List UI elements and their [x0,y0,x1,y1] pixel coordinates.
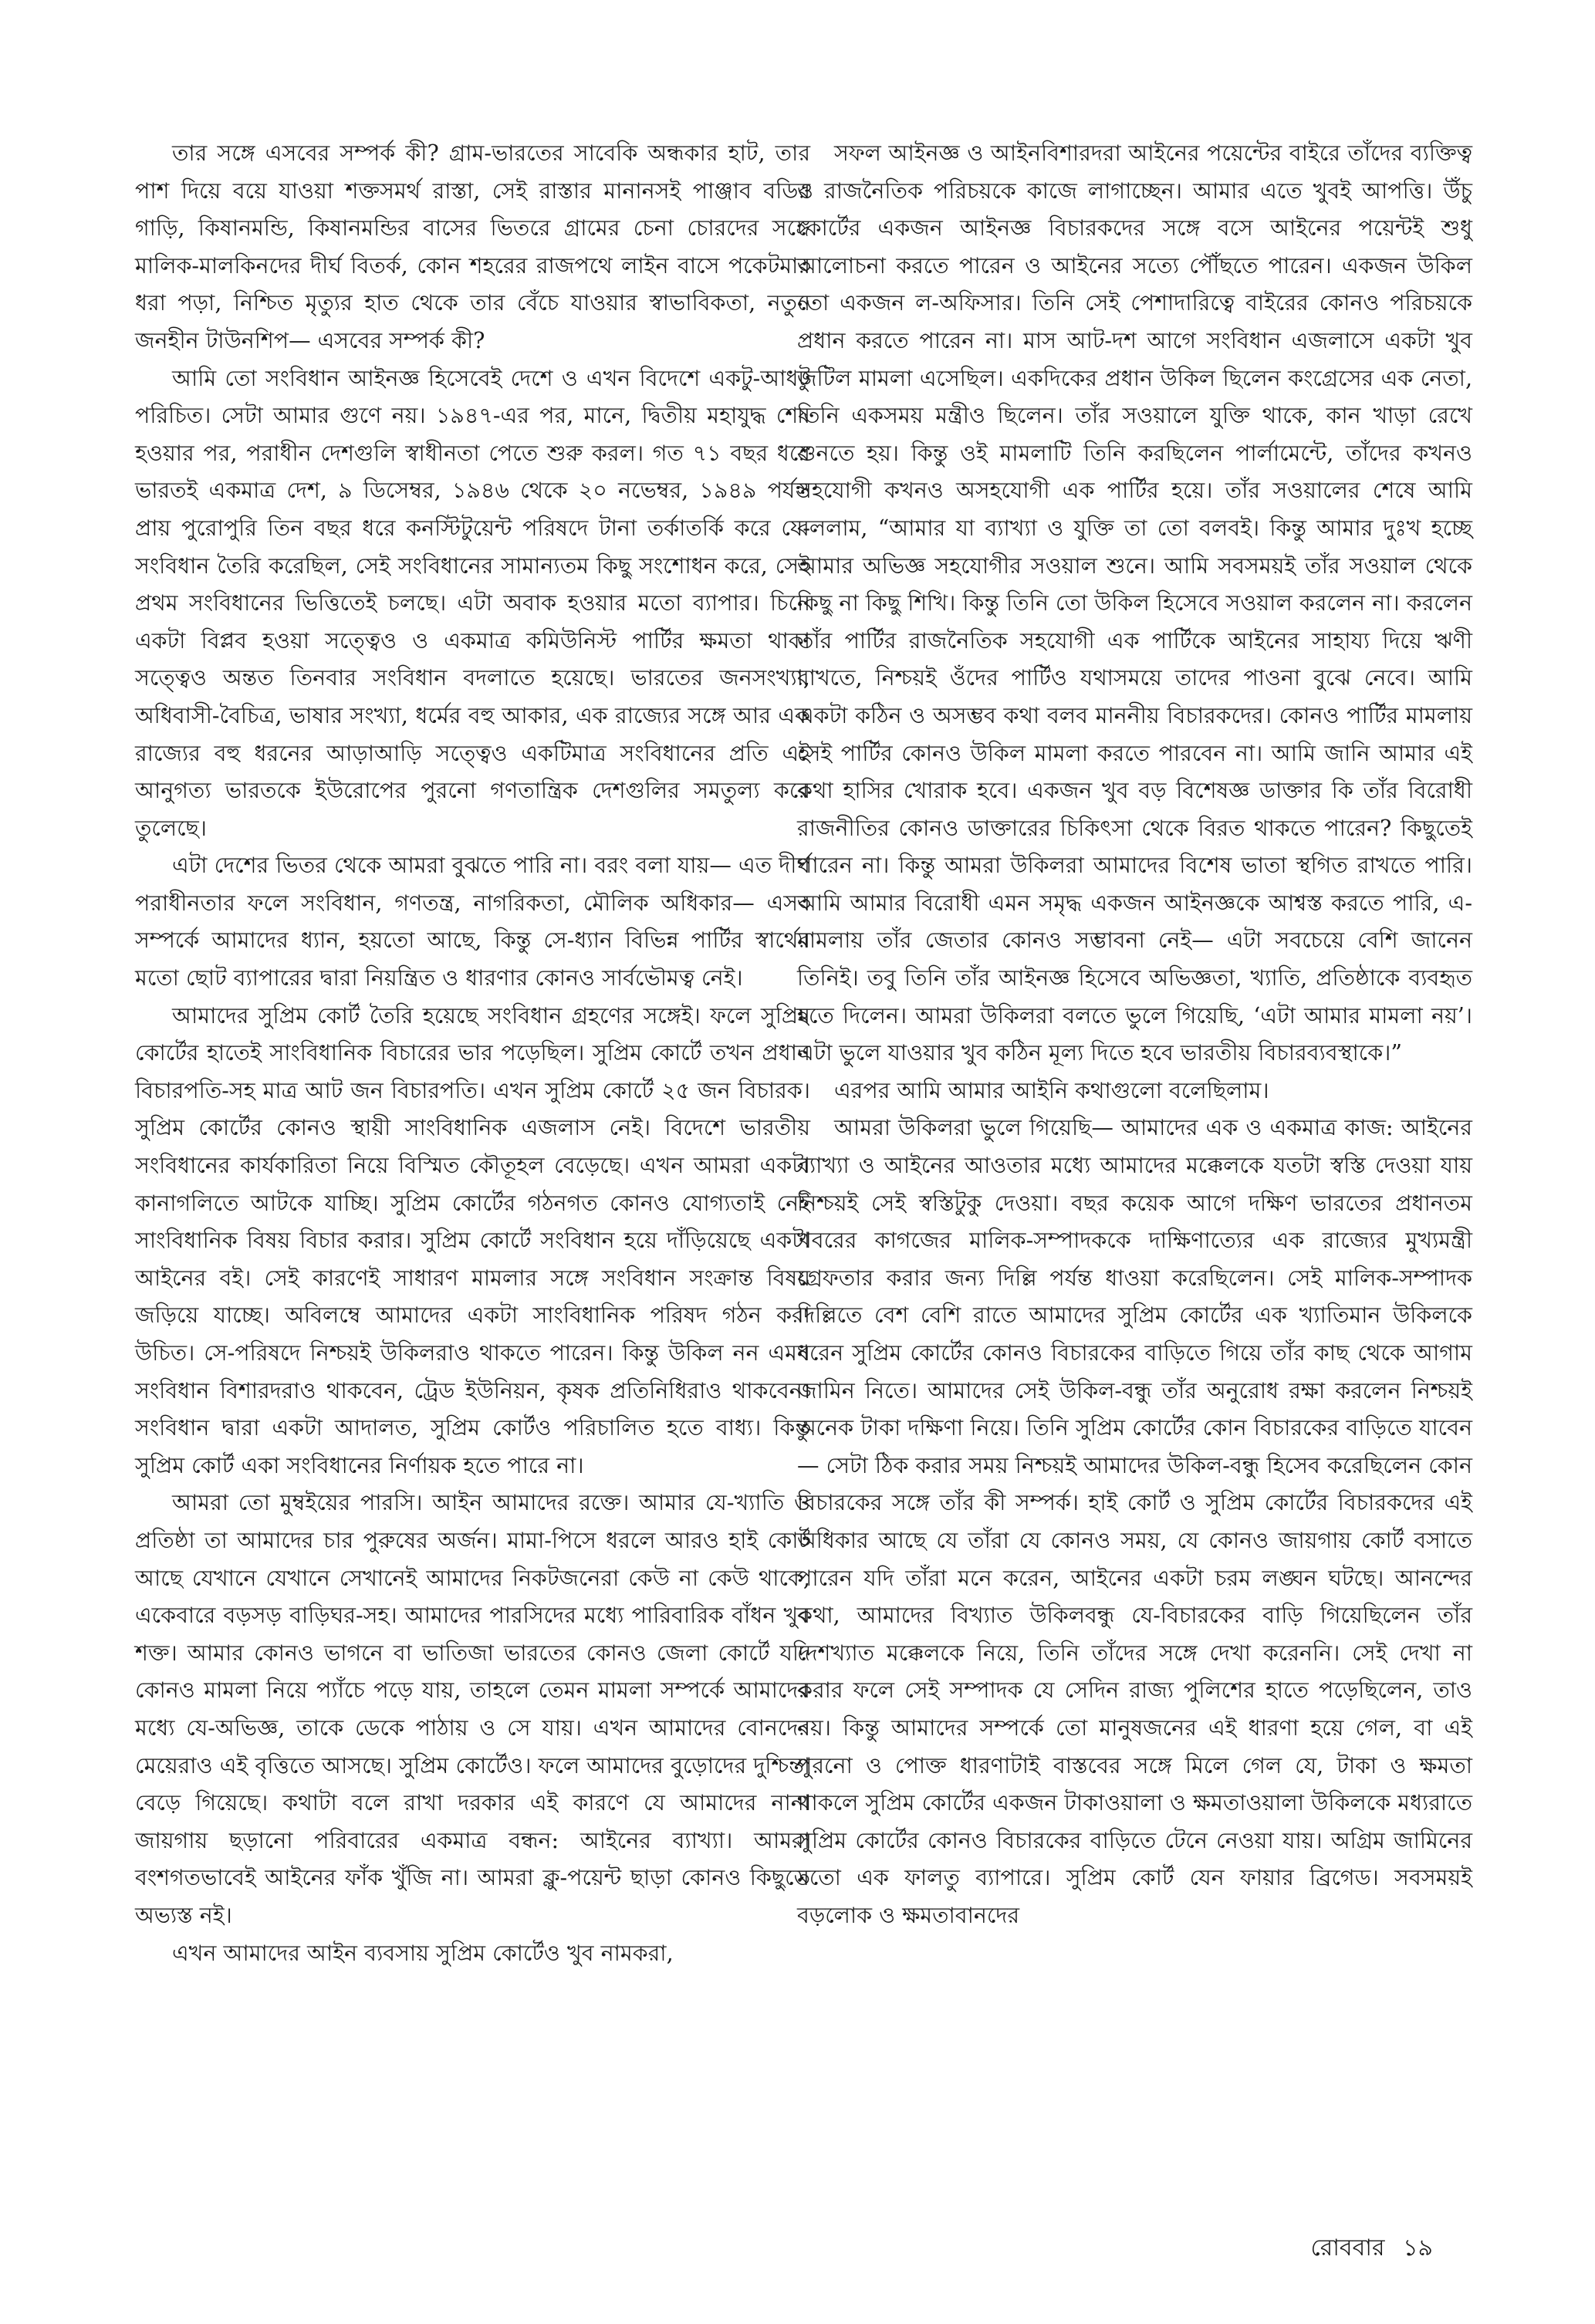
article-column-left [135,135,810,1972]
paragraph: আমাদের সুপ্রিম কোর্ট তৈরি হয়েছে সংবিধান গ্রহণের সঙ্গেই। ফলে সুপ্রিম কোর্টের হাতেই সাংবিধানিক বিচারের ভার পড়েছিল। সুপ্রিম কোর্টে তখন প্রধান বিচারপতি-সহ মাত্র আট জন বিচারপতি। এখন সুপ্রিম কোর্টে ২৫ জন বিচারক। সুপ্রিম কোর্টের কোনও স্থায়ী সাংবিধানিক এজলাস নেই। বিদেশে ভারতীয় সংবিধানের কার্যকারিতা নিয়ে বিস্মিত কৌতূহল বেড়েছে। এখন আমরা একটা কানাগলিতে আটকে যাচ্ছি। সুপ্রিম কোর্টের গঠনগত কোনও যোগ্যতাই নেই সাংবিধানিক বিষয় বিচার করার। সুপ্রিম কোর্টে সংবিধান হয়ে দাঁড়িয়েছে একটা আইনের বই। সেই কারণেই সাধারণ মামলার সঙ্গে সংবিধান সংক্রান্ত বিষয় জড়িয়ে যাচ্ছে। অবিলম্বে আমাদের একটা সাংবিধানিক পরিষদ গঠন করা উচিত। সে-পরিষদে নিশ্চয়ই উকিলরাও থাকতে পারেন। কিন্তু উকিল নন এমন সংবিধান বিশারদরাও থাকবেন, ট্রেড ইউনিয়ন, কৃষক প্রতিনিধিরাও থাকবেন। সংবিধান দ্বারা একটা আদালত, সুপ্রিম কোর্টও পরিচালিত হতে বাধ্য। কিন্তু সুপ্রিম কোর্ট একা সংবিধানের নির্ণায়ক হতে পারে না। [135,1002,810,1478]
magazine-name: রোববার [1310,2234,1385,2262]
paragraph: আমরা উকিলরা ভুলে গিয়েছি— আমাদের এক ও একমাত্র কাজ: আইনের ব্যাখ্যা ও আইনের আওতার মধ্যে আমাদের মক্কেলকে যতটা স্বস্তি দেওয়া যায় নিশ্চয়ই সেই স্বস্তিটুকু দেওয়া। বছর কয়েক আগে দক্ষিণ ভারতের প্রধানতম খবরের কাগজের মালিক-সম্পাদককে দাক্ষিণাত্যের এক রাজ্যের মুখ্যমন্ত্রী গ্রেফতার করার জন্য দিল্লি পর্যন্ত ধাওয়া করেছিলেন। সেই মালিক-সম্পাদক দিল্লিতে বেশ বেশি রাতে আমাদের সুপ্রিম কোর্টের এক খ্যাতিমান উকিলকে ধরেন সুপ্রিম কোর্টের কোনও বিচারকের বাড়িতে গিয়ে তাঁর কাছ থেকে আগাম জামিন নিতে। আমাদের সেই উকিল-বন্ধু তাঁর অনুরোধ রক্ষা করলেন নিশ্চয়ই অনেক টাকা দক্ষিণা নিয়ে। তিনি সুপ্রিম কোর্টের কোন বিচারকের বাড়িতে যাবেন— সেটা ঠিক করার সময় নিশ্চয়ই আমাদের উকিল-বন্ধু হিসেব করেছিলেন কোন বিচারকের সঙ্গে তাঁর কী সম্পর্ক। হাই কোর্ট ও সুপ্রিম কোর্টের বিচারকদের এই অধিকার আছে যে তাঁরা যে কোনও সময়, যে কোনও জায়গায় কোর্ট বসাতে পারেন যদি তাঁরা মনে করেন, আইনের একটা চরম লঙ্ঘন ঘটছে। আনন্দের কথা, আমাদের বিখ্যাত উকিলবন্ধু যে-বিচারকের বাড়ি গিয়েছিলেন তাঁর দেশখ্যাত মক্কেলকে নিয়ে, তিনি তাঁদের সঙ্গে দেখা করেননি। সেই দেখা না করার ফলে সেই সম্পাদক যে সেদিন রাজ্য পুলিশের হাতে পড়েছিলেন, তাও নয়। কিন্তু আমাদের সম্পর্কে তো মানুষজনের এই ধারণা হয়ে গেল, বা এই পুরনো ও পোক্ত ধারণাটাই বাস্তবের সঙ্গে মিলে গেল যে, টাকা ও ক্ষমতা থাকলে সুপ্রিম কোর্টের একজন টাকাওয়ালা ও ক্ষমতাওয়ালা উকিলকে মধ্যরাতে সুপ্রিম কোর্টের কোনও বিচারকের বাড়িতে টেনে নেওয়া যায়। অগ্রিম জামিনের মতো এক ফালতু ব্যাপারে। সুপ্রিম কোর্ট যেন ফায়ার ব্রিগেড। সবসময়ই বড়লোক ও ক্ষমতাবানদের [797,1115,1472,1928]
page-footer [1311,2233,1433,2264]
paragraph: আমরা তো মুম্বইয়ের পারসি। আইন আমাদের রক্তে। আমার যে-খ্যাতি ও প্রতিষ্ঠা তা আমাদের চার পুরুষের অর্জন। মামা-পিসে ধরলে আরও হাই কোর্ট আছে যেখানে যেখানে সেখানেই আমাদের নিকটজনেরা কেউ না কেউ থাকে, একেবারে বড়সড় বাড়িঘর-সহ। আমাদের পারসিদের মধ্যে পারিবারিক বাঁধন খুব শক্ত। আমার কোনও ভাগনে বা ভাতিজা ভারতের কোনও জেলা কোর্টে যদি কোনও মামলা নিয়ে প্যাঁচে পড়ে যায়, তাহলে তেমন মামলা সম্পর্কে আমাদের মধ্যে যে-অভিজ্ঞ, তাকে ডেকে পাঠায় ও সে যায়। এখন আমাদের বোনদের মেয়েরাও এই বৃত্তিতে আসছে। সুপ্রিম কোর্টেও। ফলে আমাদের বুড়োদের দুশ্চিন্তা বেড়ে গিয়েছে। কথাটা বলে রাখা দরকার এই কারণে যে আমাদের নানা জায়গায় ছড়ানো পরিবারের একমাত্র বন্ধন: আইনের ব্যাখ্যা। আমরা বংশগতভাবেই আইনের ফাঁক খুঁজি না। আমরা ক্লু-পয়েন্ট ছাড়া কোনও কিছুতে অভ্যস্ত নই। [135,1490,810,1928]
paragraph: তার সঙ্গে এসবের সম্পর্ক কী? গ্রাম-ভারতের সাবেকি অন্ধকার হাট, তার পাশ দিয়ে বয়ে যাওয়া শক্তসমর্থ রাস্তা, সেই রাস্তার মানানসই পাঞ্জাব বডির গাড়ি, কিষানমন্ডি, কিষানমন্ডির বাসের ভিতরে গ্রামের চেনা চোরদের সঙ্গে মালিক-মালকিনদের দীর্ঘ বিতর্ক, কোন শহরের রাজপথে লাইন বাসে পকেটমার ধরা পড়া, নিশ্চিত মৃত্যুর হাত থেকে তার বেঁচে যাওয়ার স্বাভাবিকতা, নতুন জনহীন টাউনশিপ— এসবের সম্পর্ক কী? [135,140,810,353]
paragraph: এটা দেশের ভিতর থেকে আমরা বুঝতে পারি না। বরং বলা যায়— এত দীর্ঘ পরাধীনতার ফলে সংবিধান, গণতন্ত্র, নাগরিকতা, মৌলিক অধিকার— এসব সম্পর্কে আমাদের ধ্যান, হয়তো আছে, কিন্তু সে-ধ্যান বিভিন্ন পার্টির স্বার্থের মতো ছোট ব্যাপারের দ্বারা নিয়ন্ত্রিত ও ধারণার কোনও সার্বভৌমত্ব নেই। [135,853,810,991]
page-number: ১৯ [1403,2234,1433,2262]
article-column-right [797,135,1472,1935]
paragraph: এখন আমাদের আইন ব্যবসায় সুপ্রিম কোর্টেও খুব নামকরা, [172,1940,674,1966]
paragraph: সফল আইনজ্ঞ ও আইনবিশারদরা আইনের পয়েন্টের বাইরে তাঁদের ব্যক্তিত্ব ও রাজনৈতিক পরিচয়কে কাজে লাগাচ্ছেন। আমার এতে খুবই আপত্তি। উঁচু কোর্টের একজন আইনজ্ঞ বিচারকদের সঙ্গে বসে আইনের পয়েন্টই শুধু আলোচনা করতে পারেন ও আইনের সত্যে পৌঁছতে পারেন। একজন উকিল তো একজন ল-অফিসার। তিনি সেই পেশাদারিত্বে বাইরের কোনও পরিচয়কে প্রধান করতে পারেন না। মাস আট-দশ আগে সংবিধান এজলাসে একটা খুব জটিল মামলা এসেছিল। একদিকের প্রধান উকিল ছিলেন কংগ্রেসের এক নেতা, তিনি একসময় মন্ত্রীও ছিলেন। তাঁর সওয়ালে যুক্তি থাকে, কান খাড়া রেখে শুনতে হয়। কিন্তু ওই মামলাটি তিনি করছিলেন পার্লামেন্টে, তাঁদের কখনও সহযোগী কখনও অসহযোগী এক পার্টির হয়ে। তাঁর সওয়ালের শেষে আমি বললাম, “আমার যা ব্যাখ্যা ও যুক্তি তা তো বলবই। কিন্তু আমার দুঃখ হচ্ছে আমার অভিজ্ঞ সহযোগীর সওয়াল শুনে। আমি সবসময়ই তাঁর সওয়াল থেকে কিছু না কিছু শিখি। কিন্তু তিনি তো উকিল হিসেবে সওয়াল করলেন না। করলেন তাঁর পার্টির রাজনৈতিক সহযোগী এক পার্টিকে আইনের সাহায্য দিয়ে ঋণী রাখতে, নিশ্চয়ই ওঁদের পার্টিও যথাসময়ে তাদের পাওনা বুঝে নেবে। আমি একটা কঠিন ও অসম্ভব কথা বলব মাননীয় বিচারকদের। কোনও পার্টির মামলায় সেই পার্টির কোনও উকিল মামলা করতে পারবেন না। আমি জানি আমার এই কথা হাসির খোরাক হবে। একজন খুব বড় বিশেষজ্ঞ ডাক্তার কি তাঁর বিরোধী রাজনীতির কোনও ডাক্তারের চিকিৎসা থেকে বিরত থাকতে পারেন? কিছুতেই পারেন না। কিন্তু আমরা উকিলরা আমাদের বিশেষ ভাতা স্থগিত রাখতে পারি। আমি আমার বিরোধী এমন সমৃদ্ধ একজন আইনজ্ঞকে আশ্বস্ত করতে পারি, এ-মামলায় তাঁর জেতার কোনও সম্ভাবনা নেই— এটা সবচেয়ে বেশি জানেন তিনিই। তবু তিনি তাঁর আইনজ্ঞ হিসেবে অভিজ্ঞতা, খ্যাতি, প্রতিষ্ঠাকে ব্যবহৃত হতে দিলেন। আমরা উকিলরা বলতে ভুলে গিয়েছি, ‘এটা আমার মামলা নয়’। এটা ভুলে যাওয়ার খুব কঠিন মূল্য দিতে হবে ভারতীয় বিচারব্যবস্থাকে।” [797,140,1472,1066]
paragraph: এরপর আমি আমার আইনি কথাগুলো বলেছিলাম। [834,1077,1269,1103]
paragraph: আমি তো সংবিধান আইনজ্ঞ হিসেবেই দেশে ও এখন বিদেশে একটু-আধটু পরিচিত। সেটা আমার গুণে নয়। ১৯৪৭-এর পর, মানে, দ্বিতীয় মহাযুদ্ধ শেষ হওয়ার পর, পরাধীন দেশগুলি স্বাধীনতা পেতে শুরু করল। গত ৭১ বছর ধরে ভারতই একমাত্র দেশ, ৯ ডিসেম্বর, ১৯৪৬ থেকে ২০ নভেম্বর, ১৯৪৯ পর্যন্ত প্রায় পুরোপুরি তিন বছর ধরে কনস্টিটুয়েন্ট পরিষদে টানা তর্কাতর্কি করে যে-সংবিধান তৈরি করেছিল, সেই সংবিধানের সামান্যতম কিছু সংশোধন করে, সেই প্রথম সংবিধানের ভিত্তিতেই চলছে। এটা অবাক হওয়ার মতো ব্যাপার। চিনে একটা বিপ্লব হওয়া সত্ত্বেও ও একমাত্র কমিউনিস্ট পার্টির ক্ষমতা থাকা সত্ত্বেও অন্তত তিনবার সংবিধান বদলাতে হয়েছে। ভারতের জনসংখ্যা, অধিবাসী-বৈচিত্র, ভাষার সংখ্যা, ধর্মের বহু আকার, এক রাজ্যের সঙ্গে আর এক রাজ্যের বহু ধরনের আড়াআড়ি সত্ত্বেও একটিমাত্র সংবিধানের প্রতি এই আনুগত্য ভারতকে ইউরোপের পুরনো গণতান্ত্রিক দেশগুলির সমতুল্য করে তুলেছে। [135,365,810,841]
